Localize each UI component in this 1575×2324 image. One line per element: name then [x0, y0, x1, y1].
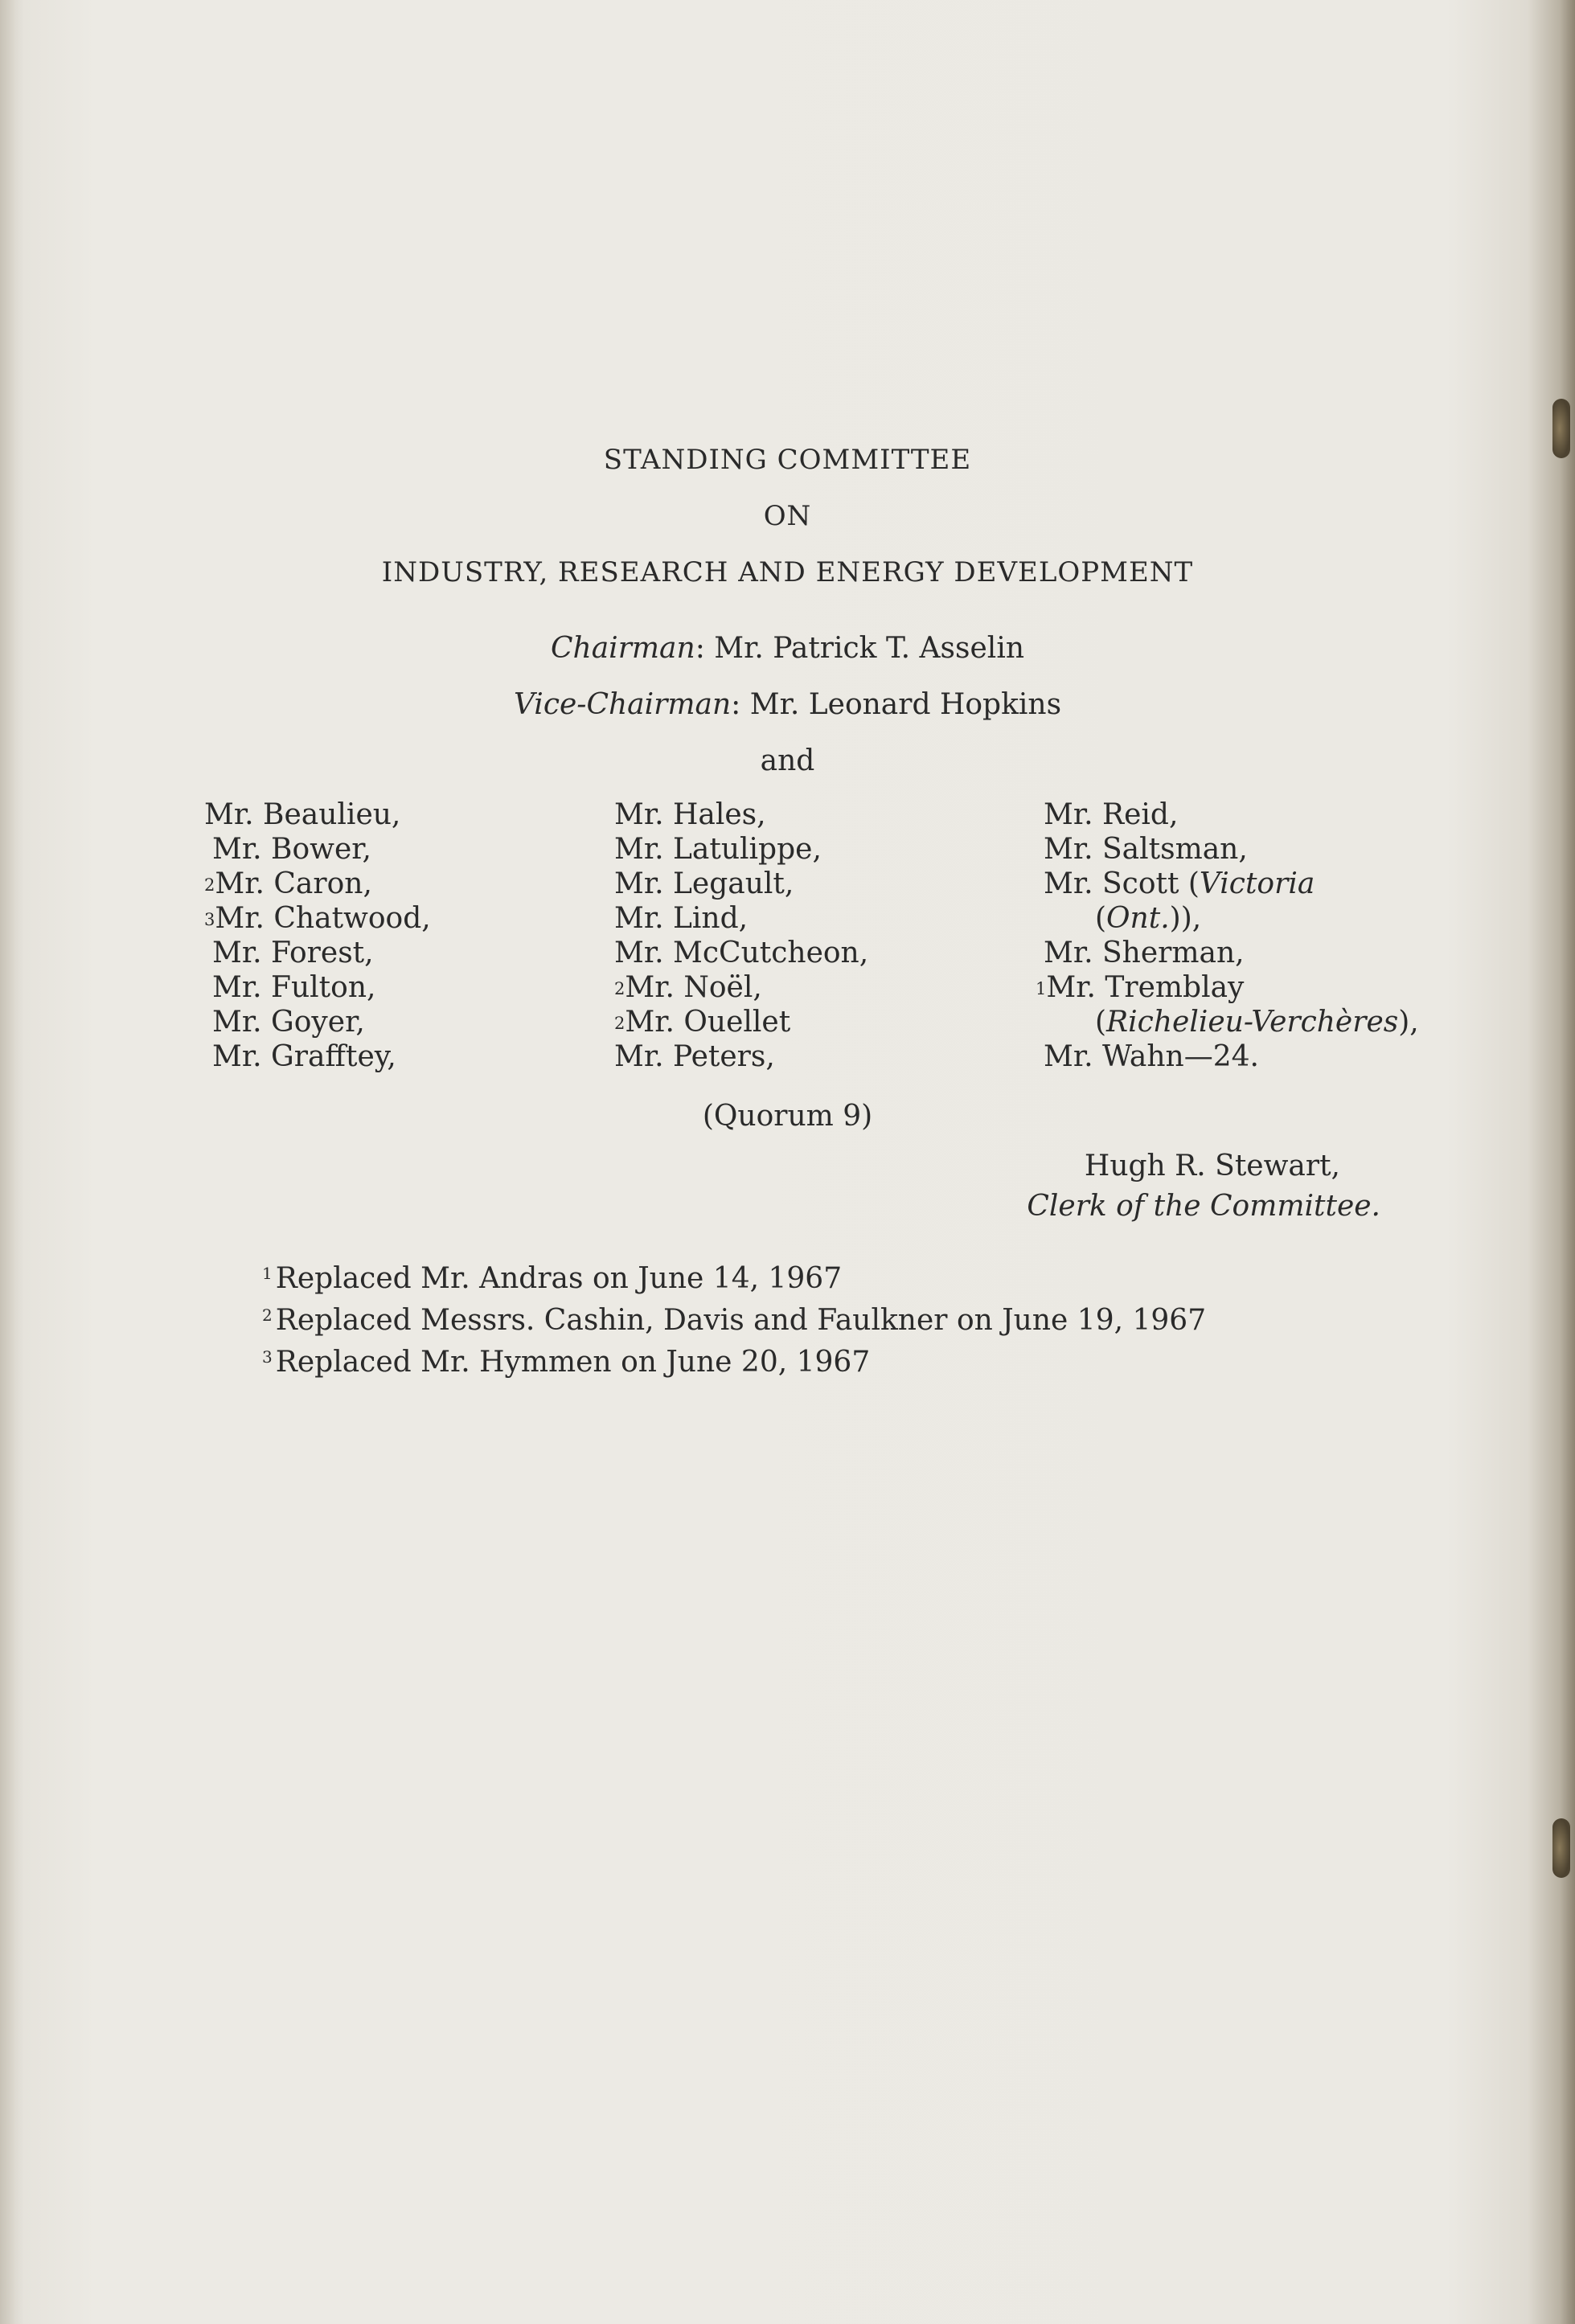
footnote-text: Replaced Mr. Hymmen on June 20, 1967 — [275, 1346, 871, 1379]
member-entry — [1036, 1005, 1419, 1039]
member-entry — [614, 1005, 868, 1039]
member-name: Mr. Beaulieu, — [204, 798, 401, 831]
footnote-marker: 2 — [204, 875, 215, 895]
member-name: Mr. Legault, — [614, 867, 794, 900]
vice-chairman-label: Vice-Chairman — [513, 688, 732, 721]
member-entry — [204, 1005, 431, 1039]
footnote-marker: 2 — [614, 1014, 625, 1033]
member-entry — [204, 867, 431, 901]
member-entry — [1036, 970, 1419, 1005]
member-name: Mr. Fulton, — [212, 971, 376, 1004]
member-entry — [1036, 936, 1419, 970]
member-name: Mr. Forest, — [212, 937, 374, 969]
member-name: Mr. Tremblay — [1046, 971, 1245, 1004]
member-name: ( — [1095, 902, 1107, 935]
chairman-name: : Mr. Patrick T. Asselin — [695, 632, 1025, 665]
clerk-title: Clerk of the Committee. — [1027, 1190, 1380, 1223]
member-entry — [204, 936, 431, 970]
member-name: Mr. Peters, — [614, 1040, 775, 1073]
member-name: Mr. Hales, — [614, 798, 766, 831]
member-entry — [1036, 832, 1419, 867]
member-name: Mr. Sherman, — [1044, 937, 1245, 969]
footnote-marker: 1 — [1036, 979, 1047, 998]
footnote-marker: 3 — [204, 910, 215, 929]
footnote-1 — [262, 1262, 842, 1295]
binding-ring — [1552, 1818, 1570, 1878]
member-name: Mr. Caron, — [215, 867, 372, 900]
page-left-edge — [0, 0, 14, 2324]
member-entry — [204, 970, 431, 1005]
footnote-marker: 2 — [262, 1305, 273, 1325]
member-entry — [1036, 901, 1419, 936]
committee-title-line1: STANDING COMMITTEE — [603, 444, 972, 476]
footnote-marker: 3 — [262, 1347, 273, 1367]
members-column-3 — [1036, 797, 1419, 1074]
member-entry — [1036, 1039, 1419, 1074]
chairman-label: Chairman — [550, 632, 695, 665]
member-name: Mr. Saltsman, — [1044, 833, 1248, 866]
footnote-3 — [262, 1346, 870, 1379]
members-column-2 — [614, 797, 868, 1074]
committee-title-line3: INDUSTRY, RESEARCH AND ENERGY DEVELOPMENT — [381, 556, 1194, 588]
member-entry — [614, 797, 868, 832]
member-entry — [204, 1039, 431, 1074]
member-entry — [1036, 797, 1419, 832]
members-column-1 — [204, 797, 431, 1074]
member-name: Mr. Goyer, — [212, 1006, 365, 1039]
member-name: ( — [1095, 1006, 1107, 1039]
and-line: and — [760, 744, 815, 777]
member-entry — [614, 832, 868, 867]
member-name: Mr. Latulippe, — [614, 833, 822, 866]
member-name: Mr. Noël, — [625, 971, 762, 1004]
vice-chairman-line — [0, 688, 1575, 721]
member-name: Mr. Bower, — [212, 833, 371, 866]
vice-chairman-name: : Mr. Leonard Hopkins — [731, 688, 1062, 721]
member-entry — [1036, 867, 1419, 901]
member-name: Mr. Ouellet — [625, 1006, 791, 1039]
member-entry — [614, 936, 868, 970]
footnote-text: Replaced Mr. Andras on June 14, 1967 — [275, 1262, 843, 1295]
member-suffix: ), — [1398, 1006, 1419, 1039]
riding-name: Victoria — [1199, 867, 1315, 900]
footnote-text: Replaced Messrs. Cashin, Davis and Faulkner on June 19, 1967 — [275, 1304, 1207, 1337]
footnote-2 — [262, 1304, 1206, 1337]
member-entry — [614, 970, 868, 1005]
clerk-name: Hugh R. Stewart, — [1084, 1150, 1340, 1182]
riding-name: Richelieu-Verchères — [1106, 1006, 1399, 1039]
member-entry — [614, 867, 868, 901]
footnote-marker: 1 — [262, 1264, 273, 1283]
member-entry — [204, 832, 431, 867]
chairman-line — [0, 632, 1575, 665]
member-entry — [614, 901, 868, 936]
member-name: Mr. Chatwood, — [215, 902, 431, 935]
member-entry — [204, 797, 431, 832]
riding-name: Ont. — [1106, 902, 1170, 935]
member-name: Mr. Scott ( — [1044, 867, 1200, 900]
quorum-line: (Quorum 9) — [702, 1100, 873, 1133]
member-name: Mr. Lind, — [614, 902, 749, 935]
member-entry — [614, 1039, 868, 1074]
member-name: Mr. Reid, — [1044, 798, 1179, 831]
member-suffix: )), — [1169, 902, 1202, 935]
member-entry — [204, 901, 431, 936]
member-name: Mr. McCutcheon, — [614, 937, 869, 969]
member-name: Mr. Wahn—24. — [1044, 1040, 1259, 1073]
footnote-marker: 2 — [614, 979, 625, 998]
committee-title-line2: ON — [763, 500, 812, 532]
member-name: Mr. Grafftey, — [212, 1040, 396, 1073]
